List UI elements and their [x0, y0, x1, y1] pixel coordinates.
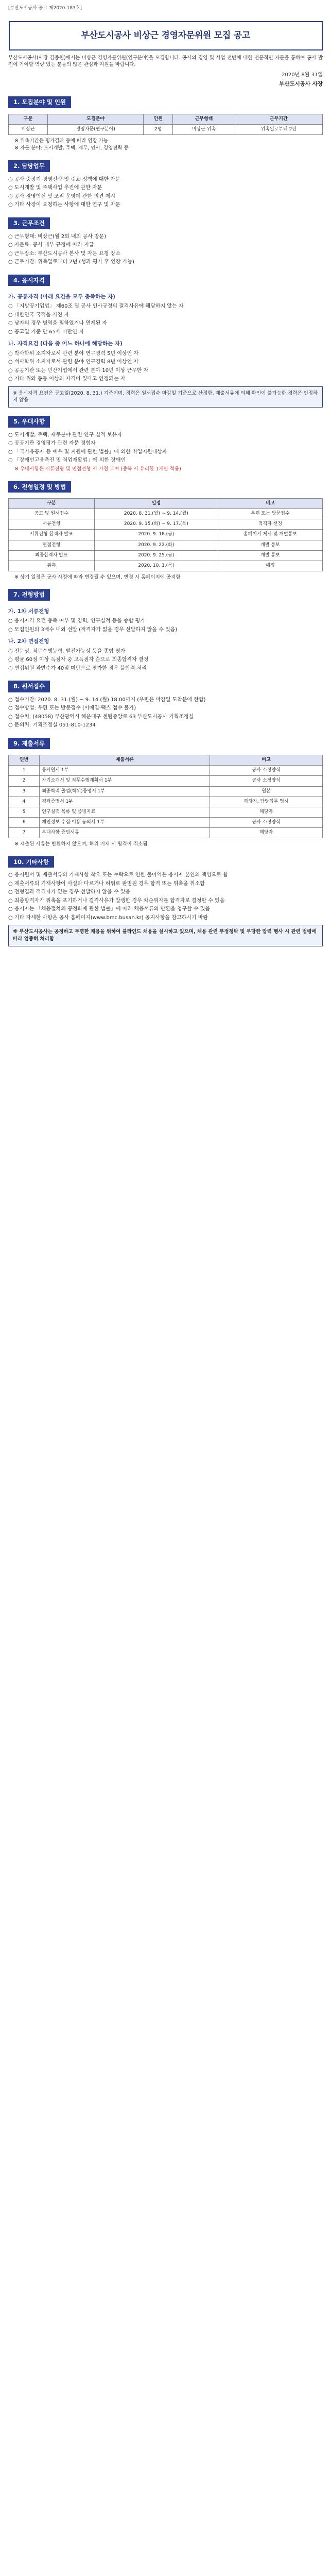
list-item: ○ 공공기관 경영평가 관련 자문 경험자	[8, 440, 96, 447]
table-header: 근무형태	[173, 114, 235, 124]
section-selection	[8, 589, 323, 672]
table-cell: 최종학력 졸업(학위)증명서 1부	[40, 786, 210, 796]
table-cell: 2020. 9. 15.(화) ~ 9. 17.(목)	[94, 519, 218, 530]
table-cell: 3	[9, 786, 40, 796]
section-conditions	[8, 217, 323, 266]
table-cell: 2020. 9. 25.(금)	[94, 550, 218, 561]
table-cell: 2020. 9. 22.(화)	[94, 540, 218, 550]
list-item: ○ 전문성, 직무수행능력, 발전가능성 등을 종합 평가	[8, 648, 126, 654]
list-item: ○ 응시자격 요건 충족 여부 및 경력, 연구실적 등을 종합 평가	[8, 618, 145, 624]
table-cell: 개인정보 수집·이용 동의서 1부	[40, 817, 210, 827]
table-header-row	[9, 499, 323, 509]
table-header-row	[9, 755, 323, 766]
subsection-title: 나. 2차 면접전형	[8, 638, 49, 645]
table-cell: 5	[9, 807, 40, 817]
table-row	[9, 561, 323, 571]
subsection-title: 가. 공통자격 (아래 요건을 모두 충족하는 자)	[8, 294, 115, 300]
section-other	[8, 856, 323, 946]
table-header: 근무기간	[235, 114, 322, 124]
list-item: ○ 박사학위 소지자로서 관련 분야 연구경력 5년 이상인 자	[8, 350, 139, 357]
section-title: 3. 근무조건	[8, 217, 50, 229]
table-cell: 1	[9, 766, 40, 776]
table-header: 연번	[9, 755, 40, 766]
table-header: 인원	[144, 114, 173, 124]
section-schedule	[8, 481, 323, 581]
list-item: ○ 전형결과 적격자가 없는 경우 선발하지 않을 수 있음	[8, 889, 131, 895]
list-item: ○ 기타 사장이 요청하는 사항에 대한 연구 및 자문	[8, 202, 120, 208]
note-text: ※ 위촉기간은 평가결과 등에 따라 연장 가능	[14, 138, 109, 144]
table-cell: 2020. 9. 18.(금)	[94, 530, 218, 540]
notice-box: ※ 응시자격 요건은 공고일(2020. 8. 31.) 기준이며, 경력은 원서접수 마감일 기준으로 산정함. 제출서류에 의해 확인이 불가능한 경력은 인정하지 않음	[8, 386, 323, 408]
table-row	[9, 540, 323, 550]
list-item: ○ 응시원서 및 제출서류의 기재사항 착오 또는 누락으로 인한 불이익은 응시자 본인의 책임으로 함	[8, 872, 228, 878]
section-duties	[8, 160, 323, 209]
section-recruitment	[8, 96, 323, 152]
title-box	[9, 21, 323, 50]
table-cell: 우대사항 증빙서류	[40, 827, 210, 838]
section-title: 9. 제출서류	[8, 738, 50, 750]
note-text: ※ 제출된 서류는 반환하지 않으며, 허위 기재 시 합격이 취소됨	[14, 841, 148, 847]
section-qualifications	[8, 275, 323, 408]
table-row	[9, 550, 323, 561]
table-header: 비고	[210, 755, 323, 766]
table-cell: 공고 및 원서접수	[9, 509, 95, 519]
table-row	[9, 796, 323, 807]
list-item: ○ 공고일 기준 만 65세 미만인 자	[8, 329, 84, 335]
list-item: ○ 접수기간: 2020. 8. 31.(월) ~ 9. 14.(월) 18:00까지 (우편은 마감일 도착분에 한함)	[8, 697, 206, 703]
section-application	[8, 681, 323, 730]
table-header: 일정	[94, 499, 218, 509]
subsection-title: 가. 1차 서류전형	[8, 608, 49, 615]
table-row	[9, 509, 323, 519]
list-item: ○ 도시개발, 주택, 재무분야 관련 연구 실적 보유자	[8, 432, 122, 438]
table-cell: 홈페이지 게시 및 개별통보	[218, 530, 322, 540]
table-cell: 6	[9, 817, 40, 827]
list-item: ○ 최종합격자가 위촉을 포기하거나 결격사유가 발생한 경우 차순위자를 합격자로 결정할 수 있음	[8, 897, 225, 904]
list-item: ○ 면접위원 과반수가 40점 미만으로 평가한 경우 불합격 처리	[8, 665, 147, 671]
section-documents	[8, 738, 323, 848]
list-item: ○ 공사 중장기 경영전략 및 주요 정책에 대한 자문	[8, 176, 120, 182]
table-cell: 경력증명서 1부	[40, 796, 210, 807]
table-cell: 원본	[210, 786, 323, 796]
table-row	[9, 766, 323, 776]
table-header: 모집분야	[48, 114, 144, 124]
list-item: ○ 대한민국 국적을 가진 자	[8, 312, 69, 318]
recruitment-table	[8, 114, 323, 135]
table-cell: 공사 소정양식	[210, 776, 323, 786]
subsection-title: 나. 자격요건 (다음 중 어느 하나에 해당하는 자)	[8, 341, 123, 347]
section-title: 1. 모집분야 및 인원	[8, 96, 71, 108]
list-item: ○ 「장애인고용촉진 및 직업재활법」에 의한 장애인	[8, 457, 126, 464]
table-cell: 위촉일로부터 2년	[235, 124, 322, 134]
table-cell: 비상근	[9, 124, 48, 134]
table-cell: 위촉	[9, 561, 95, 571]
documents-table	[8, 755, 323, 838]
table-cell: 개별 통보	[218, 540, 322, 550]
table-header: 제출서류	[40, 755, 210, 766]
notice-number: [부산도시공사 공고 제2020-183호]	[8, 6, 82, 11]
list-item: ○ 남자의 경우 병역을 필하였거나 면제된 자	[8, 320, 108, 327]
table-cell: 최종합격자 발표	[9, 550, 95, 561]
table-cell: 서류전형 합격자 발표	[9, 530, 95, 540]
notice-date: 2020년 8월 31일	[282, 72, 323, 78]
table-cell: 공사 소정양식	[210, 817, 323, 827]
table-cell: 서류전형	[9, 519, 95, 530]
table-cell: 해당자, 담당업무 명시	[210, 796, 323, 807]
section-title: 4. 응시자격	[8, 275, 50, 286]
issuer: 부산도시공사 사장	[279, 80, 323, 87]
list-item: ○ 「지방공기업법」 제60조 및 공사 인사규정의 결격사유에 해당하지 않는 자	[8, 303, 184, 310]
table-header: 구분	[9, 114, 48, 124]
list-item: ○ 접수방법: 우편 또는 방문접수 (이메일·팩스 접수 불가)	[8, 705, 136, 711]
table-row	[9, 776, 323, 786]
table-row	[9, 817, 323, 827]
table-cell: 2	[9, 776, 40, 786]
list-item: ○ 기타 위와 동등 이상의 자격이 있다고 인정되는 자	[8, 376, 126, 382]
table-cell: 적격자 선정	[218, 519, 322, 530]
section-title: 5. 우대사항	[8, 416, 50, 428]
notice-box: ※ 부산도시공사는 공정하고 투명한 채용을 위하여 블라인드 채용을 실시하고 있으며, 채용 관련 부정청탁 및 부당한 압력 행사 시 관련 법령에 따라 엄중히 처리함	[8, 925, 323, 946]
list-item: ○ 근무기간: 위촉일로부터 2년 (성과 평가 후 연장 가능)	[8, 259, 134, 265]
list-item: ○ 자문료: 공사 내부 규정에 따라 지급	[8, 242, 94, 248]
note-text: ※ 자문 분야: 도시개발, 주택, 재무, 인사, 경영전략 등	[14, 145, 129, 151]
table-cell: 4	[9, 796, 40, 807]
list-item: ○ 도시개발 및 주택사업 추진에 관한 자문	[8, 185, 102, 191]
schedule-table	[8, 498, 323, 571]
table-header: 구분	[9, 499, 95, 509]
list-item: ○ 제출서류의 기재사항이 사실과 다르거나 허위로 판명된 경우 합격 또는 위촉을 취소함	[8, 880, 205, 887]
table-row	[9, 124, 323, 134]
section-preferences	[8, 416, 323, 472]
table-cell: 응시원서 1부	[40, 766, 210, 776]
intro-text: 부산도시공사(사장 김종원)에서는 비상근 경영자문위원(연구분야)을 모집합니다. 공사의 경영 및 사업 전반에 대한 전문적인 자문을 통하여 공사 발전에 기여할 역량 있는 분들의 많은 관심과 지원을 바랍니다.	[8, 55, 323, 68]
table-row	[9, 807, 323, 817]
page-title: 부산도시공사 비상근 경영자문위원 모집 공고	[81, 30, 250, 41]
table-header-row	[9, 114, 323, 124]
note-text: ※ 상기 일정은 공사 사정에 따라 변경될 수 있으며, 변경 시 홈페이지에 공지함	[14, 574, 181, 580]
list-item: ○ 문의처: 기획조정실 051-810-1234	[8, 722, 96, 728]
list-item: ○ 모집인원의 3배수 내외 선발 (적격자가 없을 경우 선발하지 않을 수 있음)	[8, 626, 178, 633]
list-item: ○ 접수처: (48058) 부산광역시 해운대구 센텀중앙로 63 부산도시공사 기획조정실	[8, 714, 194, 720]
table-cell: 해당자	[210, 807, 323, 817]
table-cell: 경영자문(연구분야)	[48, 124, 144, 134]
note-text: ※ 우대사항은 서류전형 및 면접전형 시 가점 부여 (중복 시 유리한 1개만 적용)	[14, 466, 181, 472]
table-cell: 2020. 8. 31.(월) ~ 9. 14.(월)	[94, 509, 218, 519]
list-item: ○ 근무장소: 부산도시공사 본사 및 자문 요청 장소	[8, 250, 120, 257]
list-item: ○ 「국가유공자 등 예우 및 지원에 관한 법률」에 의한 취업지원대상자	[8, 449, 167, 455]
table-row	[9, 530, 323, 540]
table-cell: 7	[9, 827, 40, 838]
table-row	[9, 519, 323, 530]
table-cell: 예정	[218, 561, 322, 571]
table-cell: 우편 또는 방문접수	[218, 509, 322, 519]
list-item: ○ 공사 경영혁신 및 조직 운영에 관한 의견 제시	[8, 193, 116, 199]
section-title: 7. 전형방법	[8, 589, 50, 601]
table-cell: 비상근 위촉	[173, 124, 235, 134]
table-row	[9, 827, 323, 838]
section-title: 6. 전형일정 및 방법	[8, 481, 71, 493]
list-item: ○ 근무형태: 비상근(월 2회 내외 공사 방문)	[8, 233, 107, 240]
table-cell: 해당자	[210, 827, 323, 838]
table-header: 비고	[218, 499, 322, 509]
table-cell: 자기소개서 및 직무수행계획서 1부	[40, 776, 210, 786]
table-cell: 2020. 10. 1.(목)	[94, 561, 218, 571]
table-cell: 개별 통보	[218, 550, 322, 561]
list-item: ○ 응시자는 「채용절차의 공정화에 관한 법률」에 따라 채용서류의 반환을 청구할 수 있음	[8, 906, 211, 912]
section-title: 10. 기타사항	[8, 856, 54, 868]
list-item: ○ 기타 자세한 사항은 공사 홈페이지(www.bmc.busan.kr) 공지사항을 참고하시기 바람	[8, 914, 208, 921]
table-cell: 연구실적 목록 및 증빙자료	[40, 807, 210, 817]
section-title: 8. 원서접수	[8, 681, 50, 692]
section-title: 2. 담당업무	[8, 160, 50, 172]
list-item: ○ 공공기관 또는 민간기업에서 관련 분야 10년 이상 근무한 자	[8, 367, 149, 374]
list-item: ○ 석사학위 소지자로서 관련 분야 연구경력 8년 이상인 자	[8, 359, 139, 365]
list-item: ○ 평균 60점 이상 득점자 중 고득점자 순으로 최종합격자 결정	[8, 657, 149, 663]
table-cell: 2명	[144, 124, 173, 134]
table-cell: 공사 소정양식	[210, 766, 323, 776]
table-cell: 면접전형	[9, 540, 95, 550]
table-row	[9, 786, 323, 796]
